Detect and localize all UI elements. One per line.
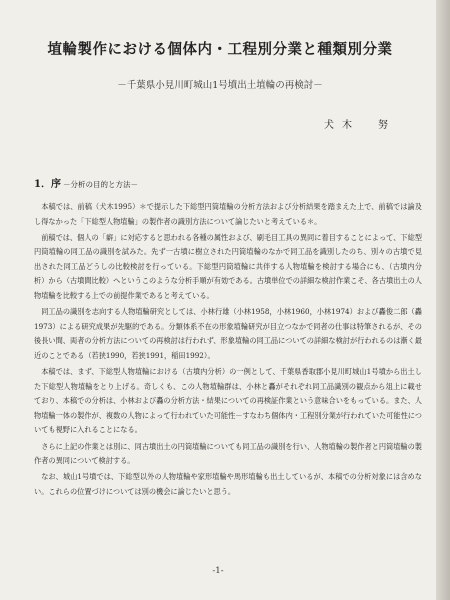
section-heading xyxy=(34,175,138,190)
paragraph: なお、城山1号墳では、下総型以外の人物埴輪や家形埴輪や馬形埴輪も出土しているが、本稿での分析対象には含めない。これらの位置づけについては別の機会に論じたいと思う。 xyxy=(34,472,422,496)
paper-title: 埴輪製作における個体内・工程別分業と種類別分業 xyxy=(47,41,393,58)
paragraph: さらに上記の作業とは別に、同古墳出土の円筒埴輪についても同工品の識別を行い、人物埴輪の製作者と円筒埴輪の製作者の異同について検討する。 xyxy=(34,441,422,466)
body-text xyxy=(34,200,422,501)
section-title: 序 xyxy=(50,179,61,190)
paragraph: 前稿では、個人の「癖」に対応すると思われる各種の属性および、刷毛目工具の異同に着目することによって、下総型円筒埴輪の同工品の識別を試みた。先ず一古墳に樹立された円筒埴輪のなかで同工品を識別したのち、別々の古墳で見出された同工品どうしの比較検討を行っている。下総型円筒埴輪に共伴する人物埴輪を検討する場合にも、（古墳内分析）から（古墳間比較）へというこのような分析手順が有効である。古墳単位での詳細な検討作業こそ、各古墳出土の人物埴輪を比較する上での前提作業であると考えている。 xyxy=(34,232,422,301)
page-number: -1- xyxy=(212,566,224,576)
section-number: 1． xyxy=(34,179,51,190)
paragraph: 本稿では、前稿（犬木1995）＊で提示した下総型円筒埴輪の分析方法および分析結果を踏まえた上で、前稿では論及し得なかった「下総型人物埴輪」の製作者の識別方法について論じたいと考えている＊。 xyxy=(34,202,422,226)
author-name: 犬木 努 xyxy=(324,120,396,131)
section-subtitle: －分析の目的と方法－ xyxy=(62,180,138,189)
book-spine-edge xyxy=(436,0,450,600)
paragraph: 本稿では、まず、下総型人物埴輪における（古墳内分析）の一例として、千葉県香取郡小見川町城山1号墳から出土した下総型人物埴輪をとり上げる。奇しくも、この人物埴輪群は、小林と轟がそれぞれ同工品識別の観点から俎上に載せており、本稿での分析は、小林および轟の分析方法・結果についての再検証作業という意味合いをもっている。また、人物埴輪一体の製作が、複数の人物によって行われていた可能性－すなわち個体内・工程別分業が行われていた可能性についても視野に入れることになる。 xyxy=(34,367,422,435)
paragraph: 同工品の識別を志向する人物埴輪研究としては、小林行雄（小林1958，小林1960，小林1974）および轟俊二郎（轟1973）による研究成果が先駆的である。分類体系不在の形象埴輪研究が目立つなかで同者の仕事は特筆されるが、その後長い間、両者の分析方法についての再検討は行われず、形象埴輪の同工品についての詳細な検討が行われるのは漸く最近のことである（若狭1990，若狭1991，稲田1992）。 xyxy=(34,307,422,360)
paper-subtitle: －千葉県小見川町城山1号墳出土埴輪の再検討－ xyxy=(117,80,323,91)
